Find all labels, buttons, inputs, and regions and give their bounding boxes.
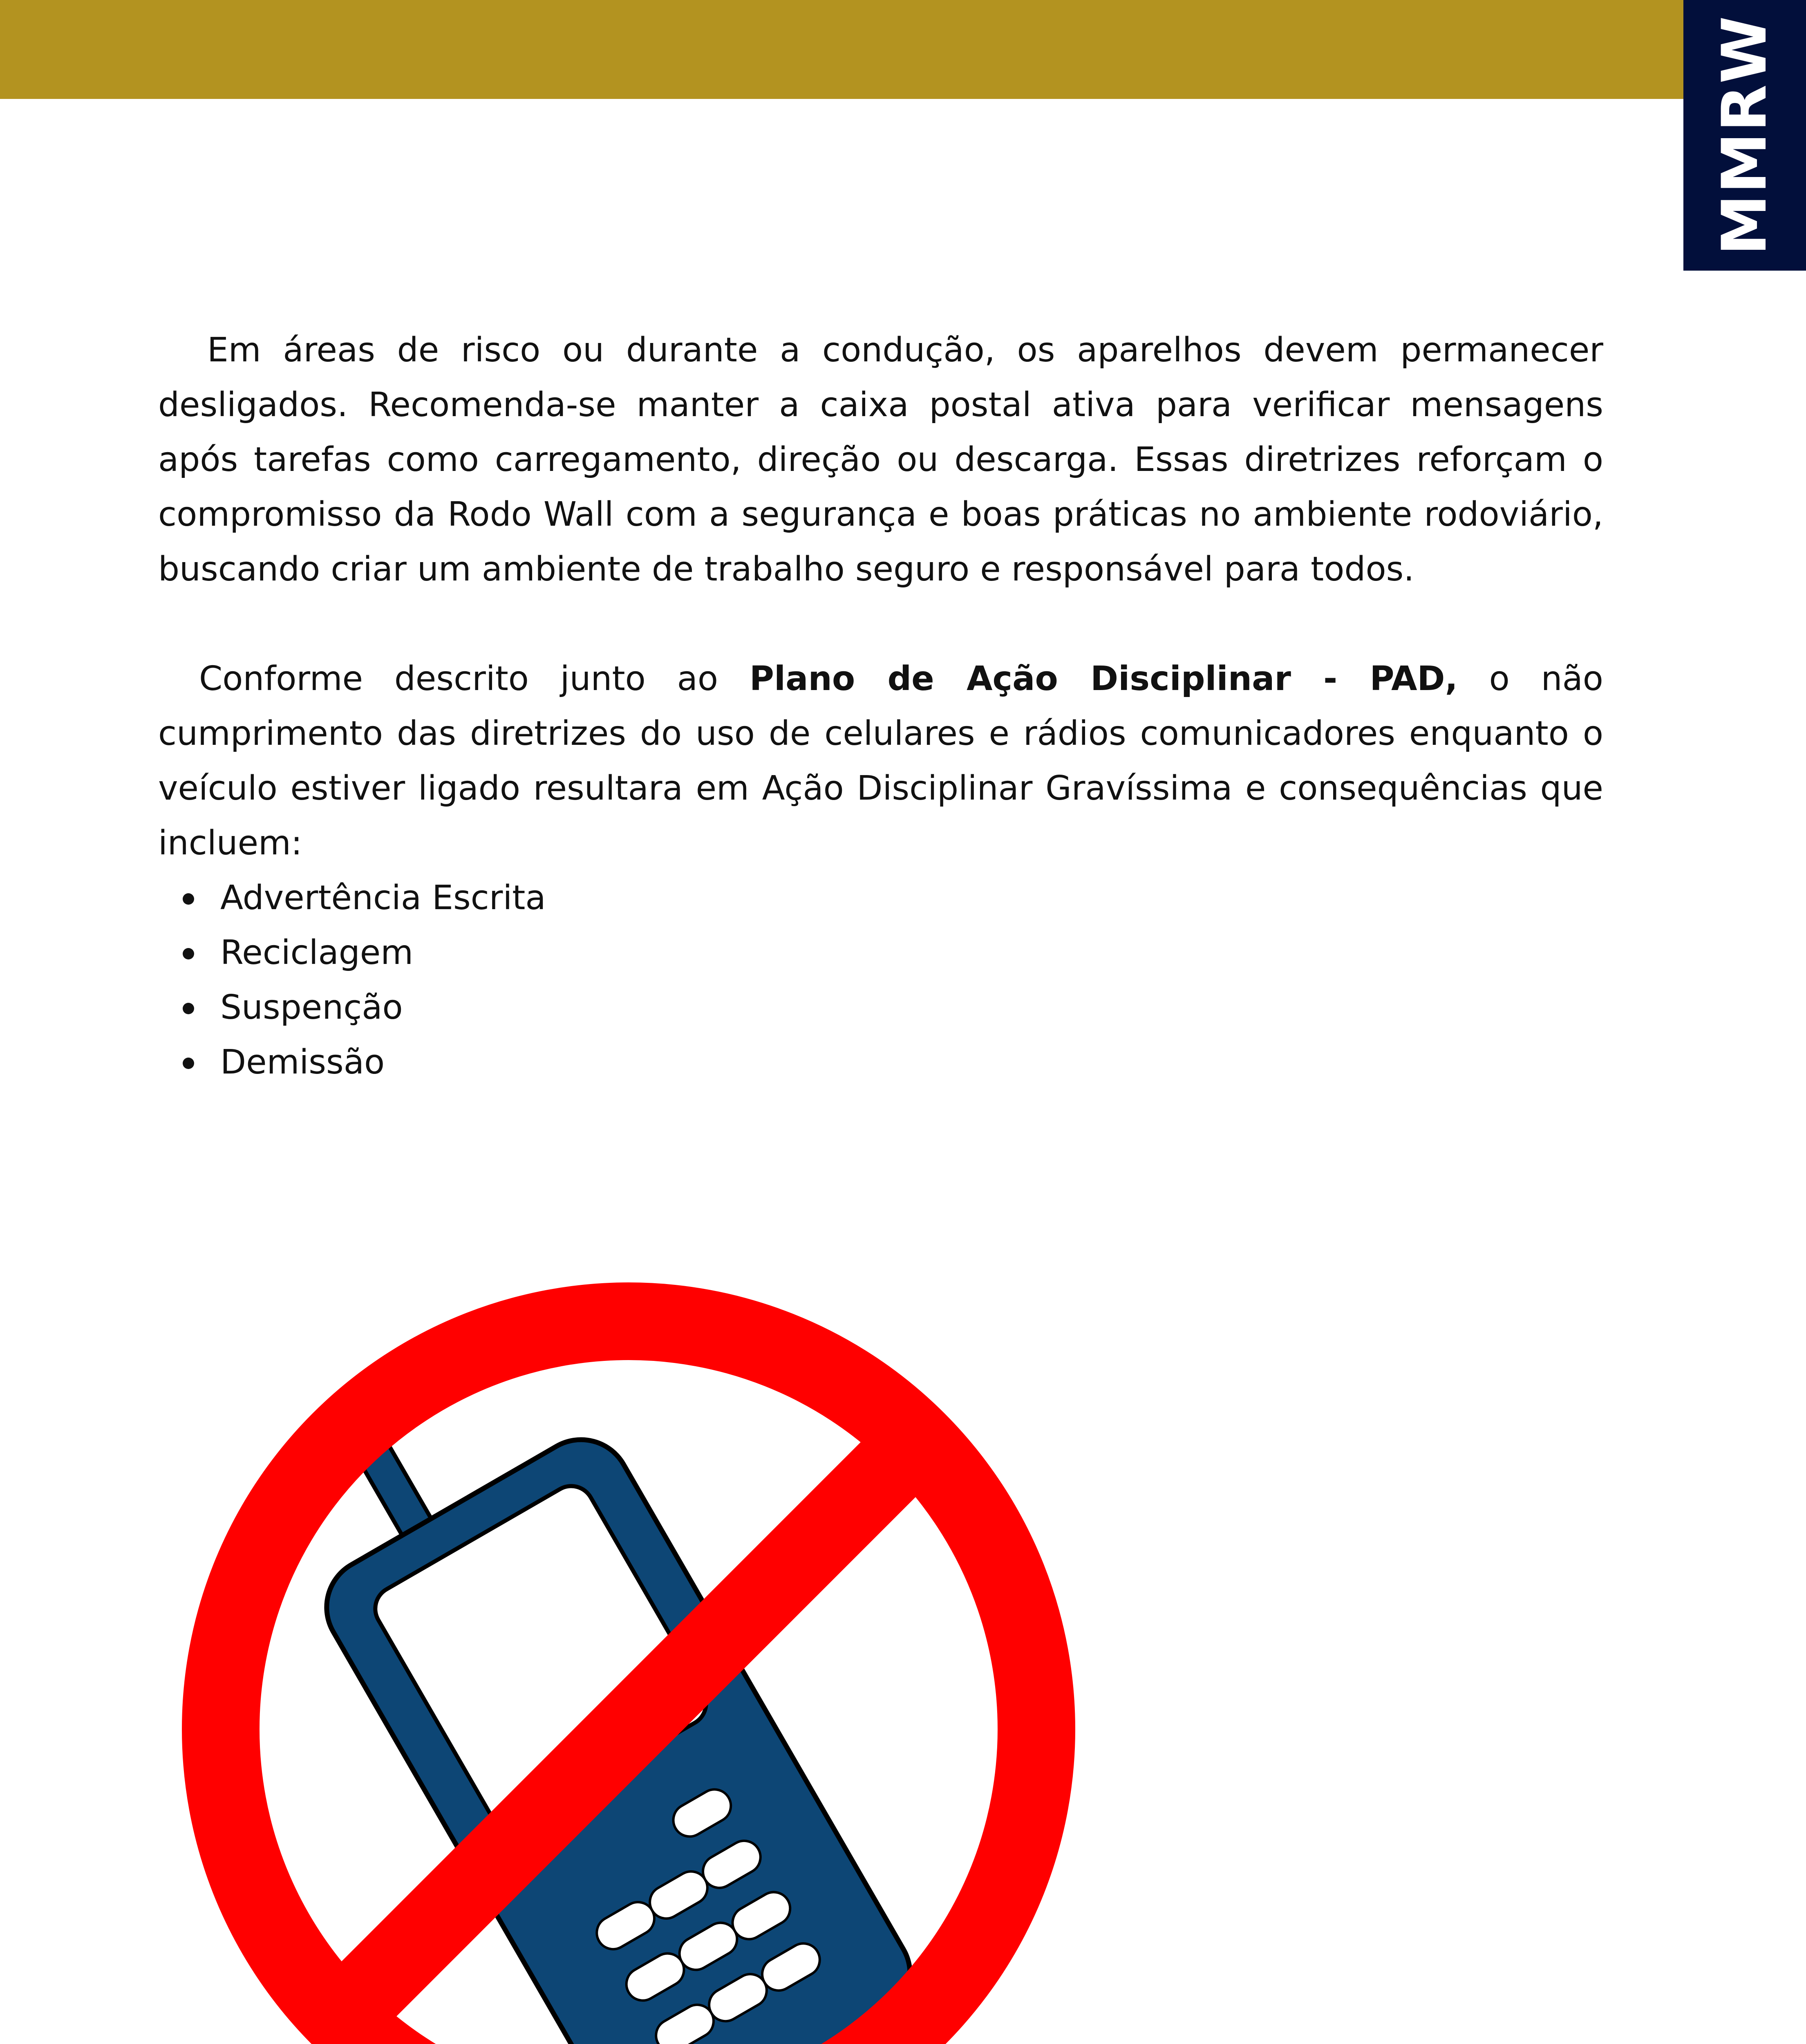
paragraph-disciplinary	[158, 652, 1603, 871]
list-item: Advertência Escrita	[158, 871, 1603, 926]
paragraph-intro: Em áreas de risco ou durante a condução, os aparelhos devem permanecer desligados. Recomenda-se manter a caixa postal ativa para verificar mensagens após tarefas como carregamento, direção ou descarga. Essas diretrizes reforçam o compromisso da Rodo Wall com a segurança e boas práticas no ambiente rodoviário, buscando criar um ambiente de trabalho seguro e responsável para todos.	[158, 331, 1603, 589]
page-content	[158, 323, 1603, 1090]
paragraph-disciplinary-rest: o não cumprimento das diretrizes do uso de celulares e rádios comunicadores enquanto o veículo estiver ligado resultara em Ação Disciplinar Gravíssima e consequências que incluem:	[158, 659, 1603, 863]
list-item: Suspenção	[158, 980, 1603, 1035]
header-bar	[0, 0, 1683, 99]
brand-tab-label: MMRW	[1709, 15, 1780, 256]
pad-reference: Plano de Ação Disciplinar - PAD,	[749, 659, 1458, 698]
list-item: Demissão	[158, 1035, 1603, 1090]
no-cell-phone-sign-icon	[179, 1280, 1078, 2044]
paragraph-disciplinary-intro: Conforme descrito junto ao	[199, 659, 750, 698]
consequences-list	[158, 871, 1603, 1090]
list-item: Reciclagem	[158, 926, 1603, 980]
brand-tab	[1683, 0, 1806, 271]
